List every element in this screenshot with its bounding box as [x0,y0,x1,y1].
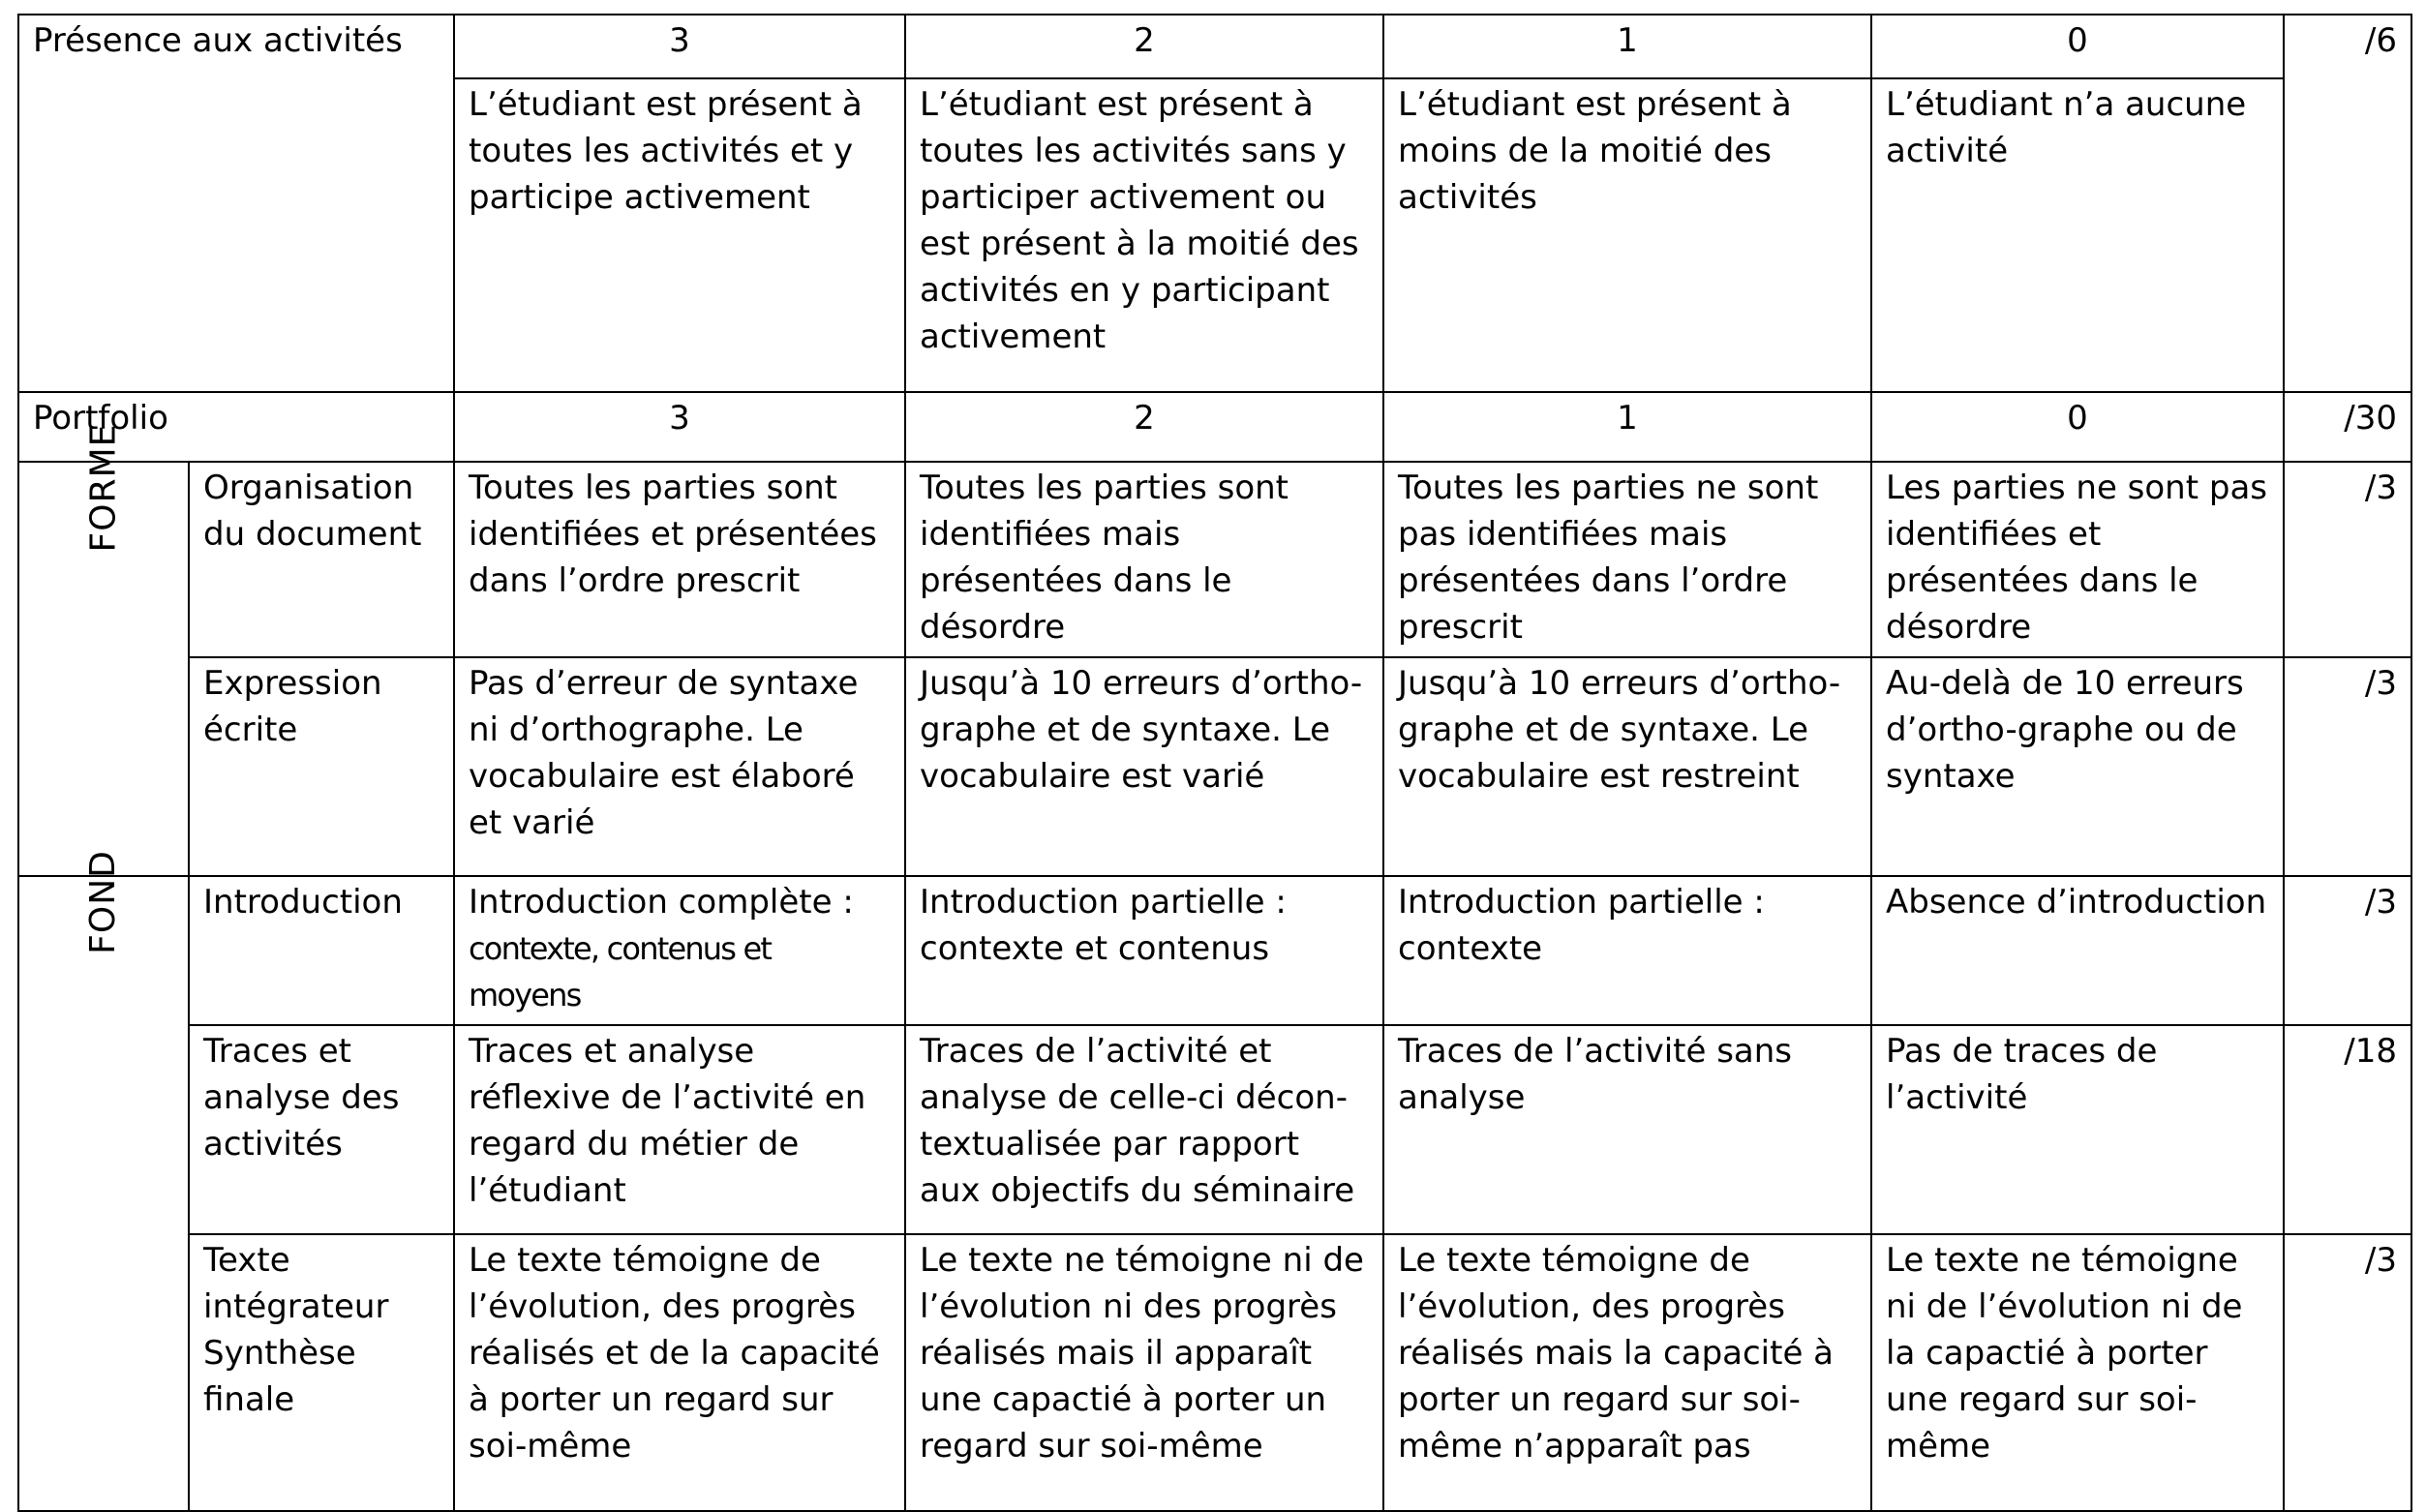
expression-desc-2: Jusqu’à 10 erreurs d’ortho-graphe et de syntaxe. Le vocabulaire est varié [905,657,1383,876]
expression-desc-1: Jusqu’à 10 erreurs d’ortho-graphe et de syntaxe. Le vocabulaire est restreint [1383,657,1871,876]
criterion-introduction: Introduction [189,876,454,1025]
portfolio-level-1: 1 [1383,392,1871,462]
forme-organisation-row [18,462,2411,657]
presence-level-2: 2 [905,15,1383,78]
forme-group-cell [18,423,189,876]
traces-score: /18 [2284,1025,2411,1234]
presence-desc-2: L’étudiant est présent à toutes les activités sans y participer activement ou est présent à la moitié des activités en y participant activement [905,78,1383,392]
organisation-desc-2: Toutes les parties sont identifiées mais présentées dans le désordre [905,462,1383,657]
presence-label: Présence aux activités [18,15,454,78]
criterion-expression: Expression écrite [189,657,454,876]
texte-desc-2: Le texte ne témoigne ni de l’évolution ni des progrès réalisés mais il apparaît une capactié à porter un regard sur soi-même [905,1234,1383,1511]
presence-desc-0: L’étudiant n’a aucune activité [1871,78,2284,392]
introduction-score: /3 [2284,876,2411,1025]
organisation-desc-1: Toutes les parties ne sont pas identifiées mais présentées dans l’ordre prescrit [1383,462,1871,657]
introduction-desc-2: Introduction partielle : contexte et contenus [905,876,1383,1025]
criterion-texte-integrateur: Texte intégrateur Synthèse finale [189,1234,454,1511]
rubric-container [17,14,2412,1512]
fond-texte-row [18,1234,2411,1511]
presence-score: /6 [2284,15,2411,78]
presence-score-spacer [2284,78,2411,392]
organisation-desc-3: Toutes les parties sont identifiées et présentées dans l’ordre prescrit [454,462,905,657]
evaluation-rubric-table [17,14,2412,1512]
presence-desc-3: L’étudiant est présent à toutes les activités et y participe activement [454,78,905,392]
introduction-desc-1: Introduction partielle : contexte [1383,876,1871,1025]
fond-traces-row [18,1025,2411,1234]
introduction-desc-3-detail: contexte, contenus et moyens [469,930,772,1013]
fond-group-label: FOND [82,850,123,954]
texte-desc-0: Le texte ne témoigne ni de l’évolution ni de la capactié à porter une regard sur soi-même [1871,1234,2284,1511]
presence-label-spacer [18,78,454,392]
portfolio-header-row [18,392,2411,462]
fond-group-cell [18,850,189,1511]
presence-header-row [18,15,2411,78]
traces-desc-2: Traces de l’activité et analyse de celle-ci décon-textualisée par rapport aux objectifs du séminaire [905,1025,1383,1234]
introduction-desc-3-cell [454,876,905,1025]
presence-level-0: 0 [1871,15,2284,78]
criterion-traces: Traces et analyse des activités [189,1025,454,1234]
presence-level-1: 1 [1383,15,1871,78]
presence-desc-1: L’étudiant est présent à moins de la moitié des activités [1383,78,1871,392]
portfolio-score: /30 [2284,392,2411,462]
portfolio-label: Portfolio [18,392,454,462]
portfolio-level-3: 3 [454,392,905,462]
portfolio-level-0: 0 [1871,392,2284,462]
traces-desc-1: Traces de l’activité sans analyse [1383,1025,1871,1234]
traces-desc-0: Pas de traces de l’activité [1871,1025,2284,1234]
fond-introduction-row [18,876,2411,1025]
organisation-desc-0: Les parties ne sont pas identifiées et présentées dans le désordre [1871,462,2284,657]
texte-desc-3: Le texte témoigne de l’évolution, des progrès réalisés et de la capacité à porter un regard sur soi-même [454,1234,905,1511]
traces-desc-3: Traces et analyse réflexive de l’activité en regard du métier de l’étudiant [454,1025,905,1234]
expression-desc-0: Au-delà de 10 erreurs d’ortho-graphe ou de syntaxe [1871,657,2284,876]
criterion-organisation: Organisation du document [189,462,454,657]
forme-expression-row [18,657,2411,876]
texte-desc-1: Le texte témoigne de l’évolution, des progrès réalisés mais la capacité à porter un regard sur soi-même n’apparaît pas [1383,1234,1871,1511]
introduction-desc-3: Introduction complète : [469,883,854,922]
portfolio-level-2: 2 [905,392,1383,462]
organisation-score: /3 [2284,462,2411,657]
introduction-desc-0: Absence d’introduction [1871,876,2284,1025]
presence-descriptions-row [18,78,2411,392]
presence-level-3: 3 [454,15,905,78]
expression-desc-3: Pas d’erreur de syntaxe ni d’orthographe. Le vocabulaire est élaboré et varié [454,657,905,876]
texte-score: /3 [2284,1234,2411,1511]
expression-score: /3 [2284,657,2411,876]
forme-group-label: FORME [83,423,123,553]
